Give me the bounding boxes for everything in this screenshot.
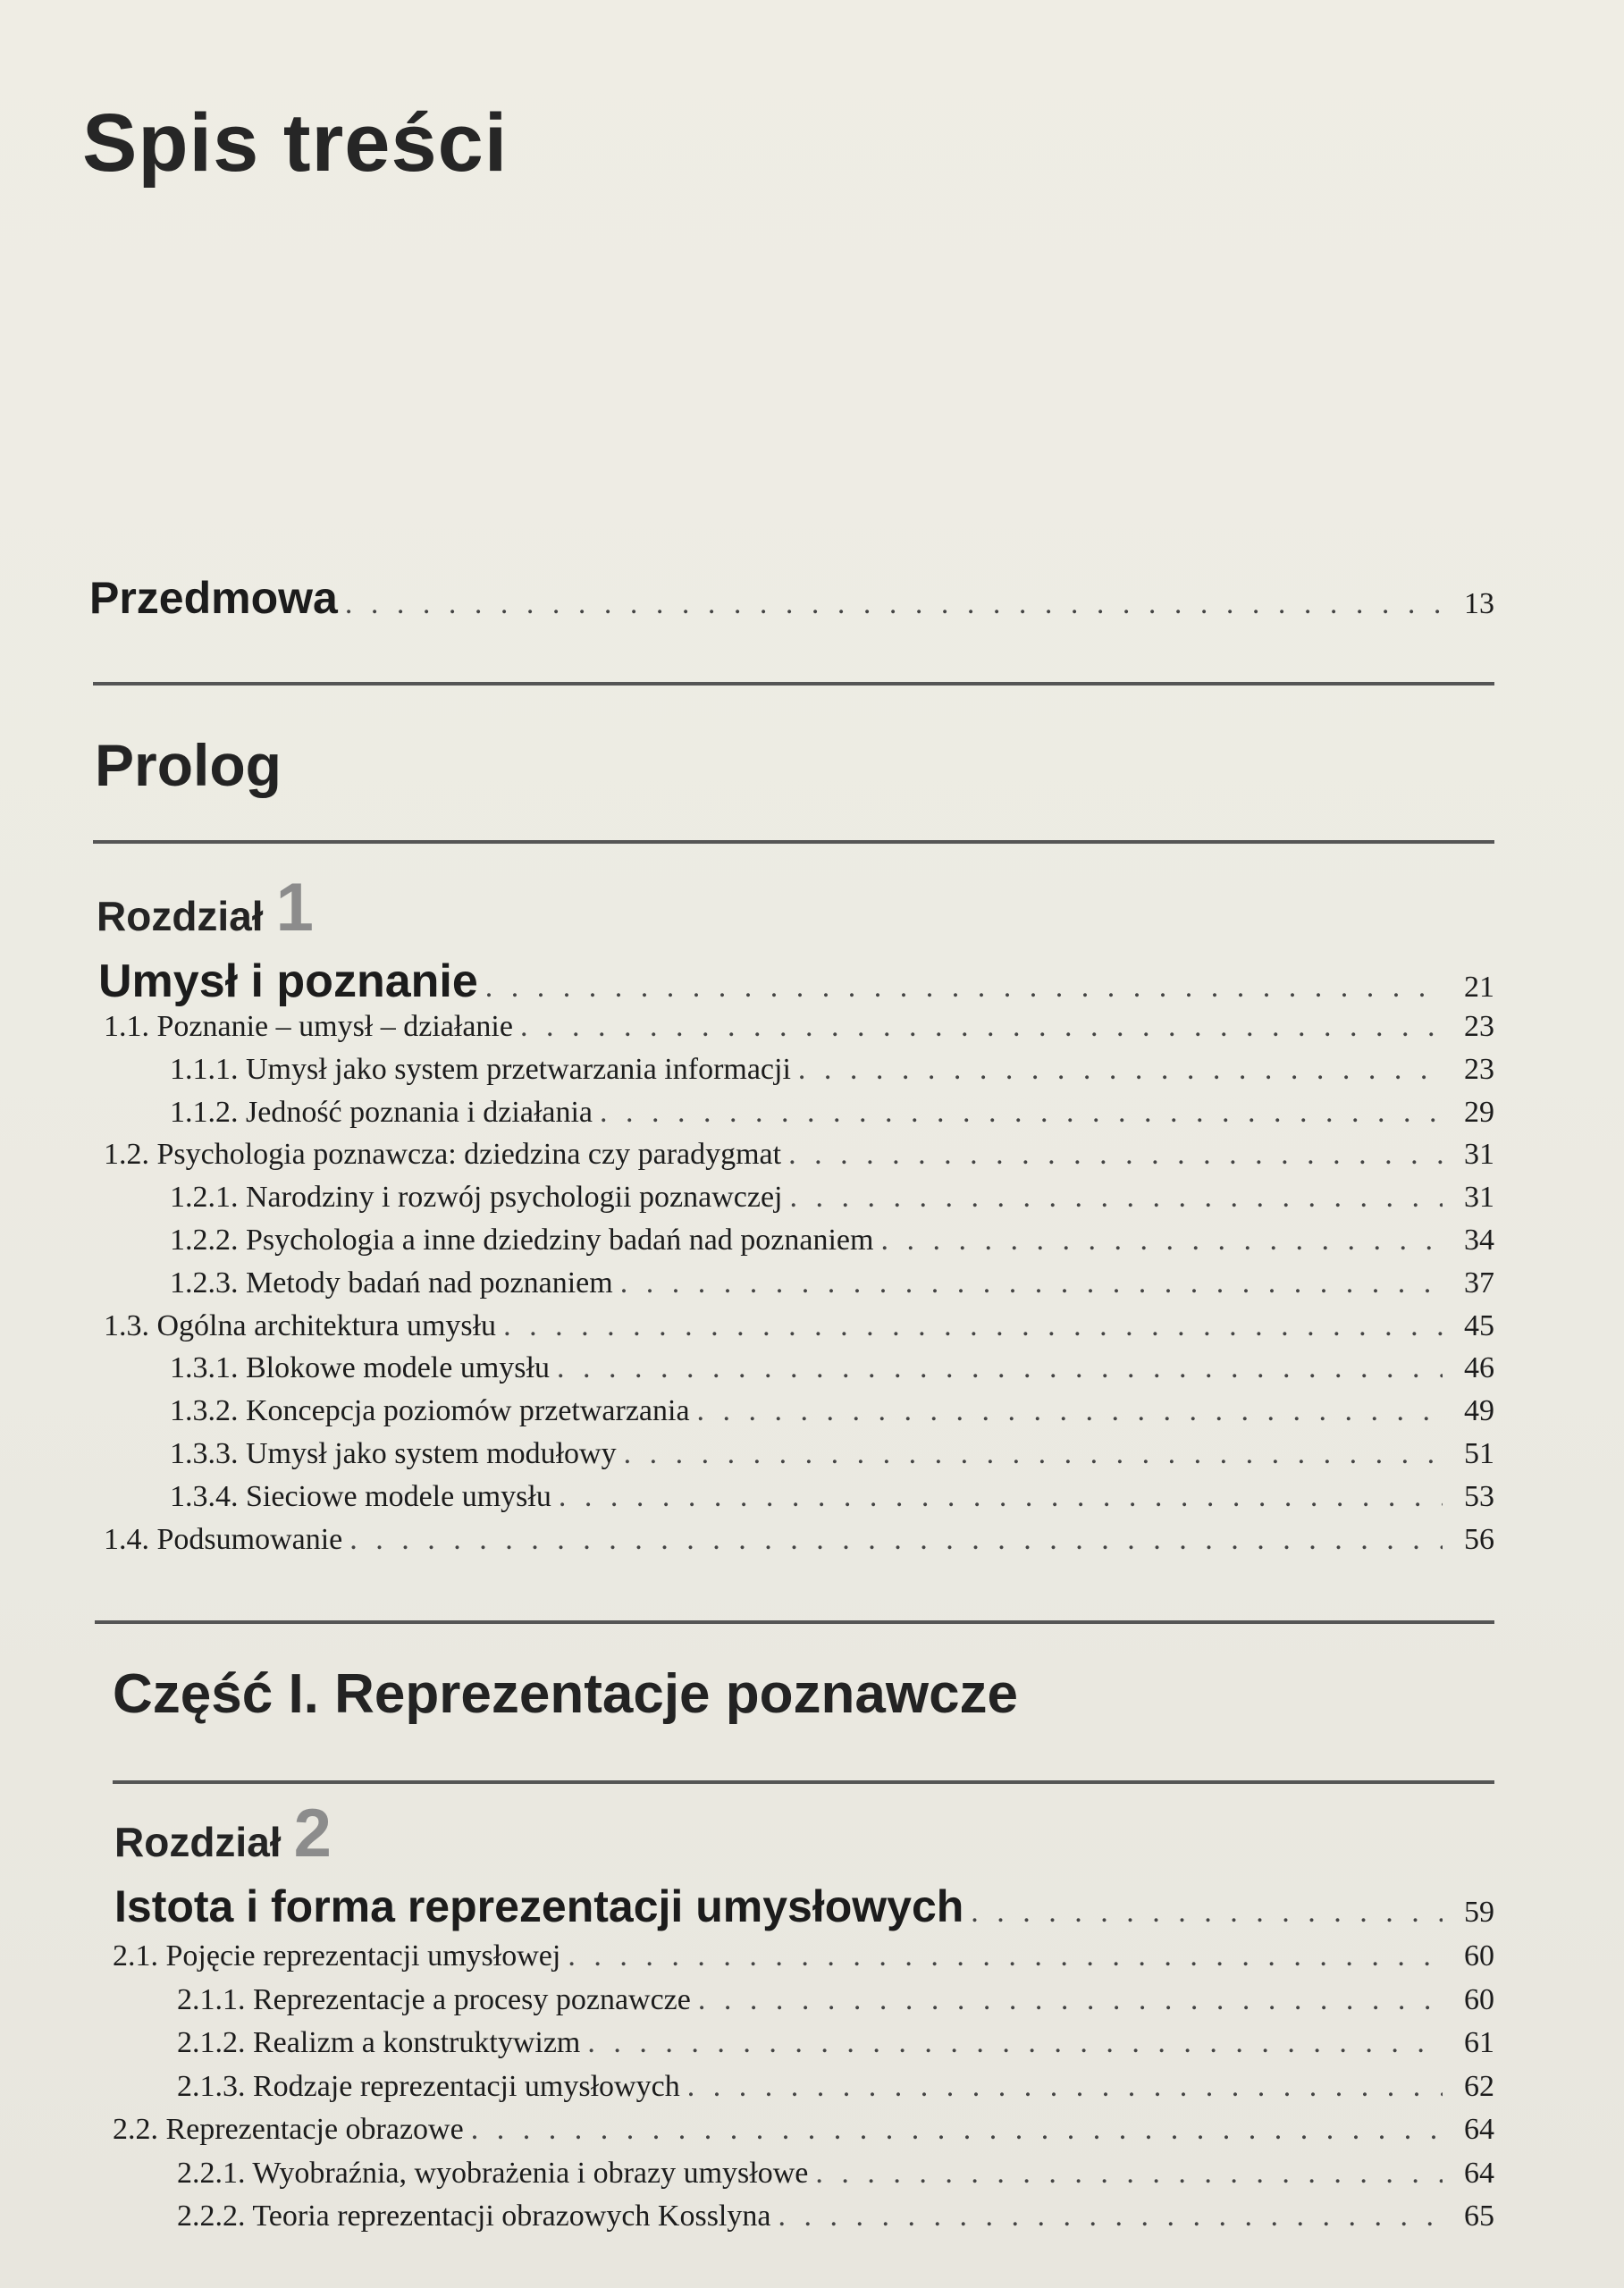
leader-dots [624,1437,1443,1471]
chapter-label-text: Rozdział [97,893,264,939]
toc-entry-label: 1.1.2. Jedność poznania i działania [170,1095,593,1129]
leader-dots [587,2026,1443,2060]
leader-dots [503,1309,1443,1343]
toc-page-number: 45 [1464,1308,1494,1342]
page-title: Spis treści [82,97,509,189]
section-divider [93,840,1494,844]
toc-entry-label: 1.1. Poznanie – umysł – działanie [104,1010,513,1043]
leader-dots [345,587,1443,621]
toc-page-number: 64 [1464,2156,1494,2190]
toc-entry [170,1096,1494,1135]
chapter-number: 2 [293,1796,332,1872]
toc-entry [170,1266,1494,1306]
toc-page-number: 59 [1464,1896,1494,1929]
toc-page-number: 61 [1464,2026,1494,2059]
toc-entry [113,2113,1494,2152]
toc-entry-label: 1.2.3. Metody badań nad poznaniem [170,1266,613,1300]
toc-entry [170,1224,1494,1263]
toc-entry [177,1983,1494,2023]
leader-dots [798,1053,1443,1087]
toc-page-number: 46 [1464,1351,1494,1385]
toc-page-number: 60 [1464,1939,1494,1973]
toc-page-number: 64 [1464,2113,1494,2146]
leader-dots [620,1266,1443,1300]
toc-page-number: 49 [1464,1394,1494,1428]
toc-entry [170,1437,1494,1476]
prolog-heading: Prolog [95,732,282,798]
toc-page-number: 51 [1464,1437,1494,1470]
leader-dots [778,2200,1443,2233]
toc-page-number: 31 [1464,1138,1494,1172]
leader-dots [349,1523,1443,1557]
leader-dots [815,2157,1443,2191]
toc-entry [104,1010,1494,1049]
toc-entry-label: 2.2.1. Wyobraźnia, wyobrażenia i obrazy umysłowe [177,2156,809,2190]
chapter-title: Istota i forma reprezentacji umysłowych [114,1881,964,1931]
leader-dots [471,2113,1443,2147]
leader-dots [559,1480,1443,1514]
toc-entry-label: 2.2.2. Teoria reprezentacji obrazowych Kosslyna [177,2200,771,2233]
toc-entry [170,1351,1494,1391]
section-divider [95,1620,1494,1624]
toc-page-number: 29 [1464,1095,1494,1129]
leader-dots [698,1983,1443,2017]
part-1-heading: Część I. Reprezentacje poznawcze [113,1663,1019,1725]
chapter-title: Umysł i poznanie [98,955,478,1007]
section-divider [93,682,1494,686]
toc-entry [177,2157,1494,2196]
toc-entry [104,1138,1494,1177]
toc-entry-label: 1.3. Ogólna architektura umysłu [104,1308,497,1342]
toc-entry-label: 1.3.2. Koncepcja poziomów przetwarzania [170,1394,690,1428]
leader-dots [600,1096,1443,1130]
toc-entry-label: 1.3.1. Blokowe modele umysłu [170,1351,550,1385]
toc-entry-label: 2.1.1. Reprezentacje a procesy poznawcze [177,1982,691,2016]
toc-page-number: 21 [1464,971,1494,1004]
toc-entry [177,2070,1494,2109]
toc-entry [104,1523,1494,1562]
leader-dots [687,2070,1443,2104]
toc-entry-label: 1.3.4. Sieciowe modele umysłu [170,1479,551,1513]
leader-dots [520,1010,1443,1044]
toc-page-number: 23 [1464,1010,1494,1043]
toc-entry-label: 1.2.2. Psychologia a inne dziedziny badań nad poznaniem [170,1224,874,1257]
toc-entry-label: 1.1.1. Umysł jako system przetwarzania informacji [170,1052,791,1086]
chapter-2-title-entry [114,1880,1494,1936]
toc-entry [104,1309,1494,1349]
toc-entry-label: 1.2. Psychologia poznawcza: dziedzina czy paradygmat [104,1138,782,1172]
chapter-1-label [97,869,314,946]
leader-dots [697,1394,1443,1428]
toc-page-number: 60 [1464,1982,1494,2016]
chapter-number: 1 [275,870,314,946]
toc-page-number: 56 [1464,1522,1494,1556]
toc-page-number: 37 [1464,1266,1494,1300]
toc-page-number: 53 [1464,1479,1494,1513]
leader-dots [788,1138,1443,1172]
leader-dots [568,1939,1443,1973]
toc-entry-label: 2.2. Reprezentacje obrazowe [113,2113,464,2146]
toc-entry-label: 2.1.2. Realizm a konstruktywizm [177,2026,581,2059]
toc-page-number: 62 [1464,2069,1494,2103]
leader-dots [557,1351,1443,1385]
leader-dots [971,1896,1443,1930]
toc-entry-label: 2.1. Pojęcie reprezentacji umysłowej [113,1939,561,1973]
toc-entry-label: 1.3.3. Umysł jako system modułowy [170,1437,617,1470]
leader-dots [880,1224,1443,1258]
toc-entry-label: 1.2.1. Narodziny i rozwój psychologii poznawczej [170,1181,783,1215]
toc-entry [170,1181,1494,1220]
leader-dots [485,971,1443,1005]
toc-page-number: 23 [1464,1052,1494,1086]
toc-entry-label: Przedmowa [89,573,338,623]
section-divider [113,1780,1494,1784]
chapter-2-label [114,1795,332,1872]
toc-page-number: 34 [1464,1224,1494,1257]
toc-entry [170,1053,1494,1092]
toc-entry [177,2026,1494,2065]
toc-page-number: 13 [1464,587,1494,620]
toc-entry [113,1939,1494,1979]
chapter-label-text: Rozdział [114,1819,282,1865]
toc-entry-label: 1.4. Podsumowanie [104,1522,343,1556]
toc-entry-label: 2.1.3. Rodzaje reprezentacji umysłowych [177,2069,680,2103]
toc-page-number: 65 [1464,2200,1494,2233]
leader-dots [789,1181,1443,1215]
toc-entry [177,2200,1494,2239]
toc-entry [170,1480,1494,1519]
toc-page-number: 31 [1464,1181,1494,1215]
toc-entry-preface [89,572,1494,626]
toc-entry [170,1394,1494,1434]
chapter-1-title-entry [98,955,1494,1010]
